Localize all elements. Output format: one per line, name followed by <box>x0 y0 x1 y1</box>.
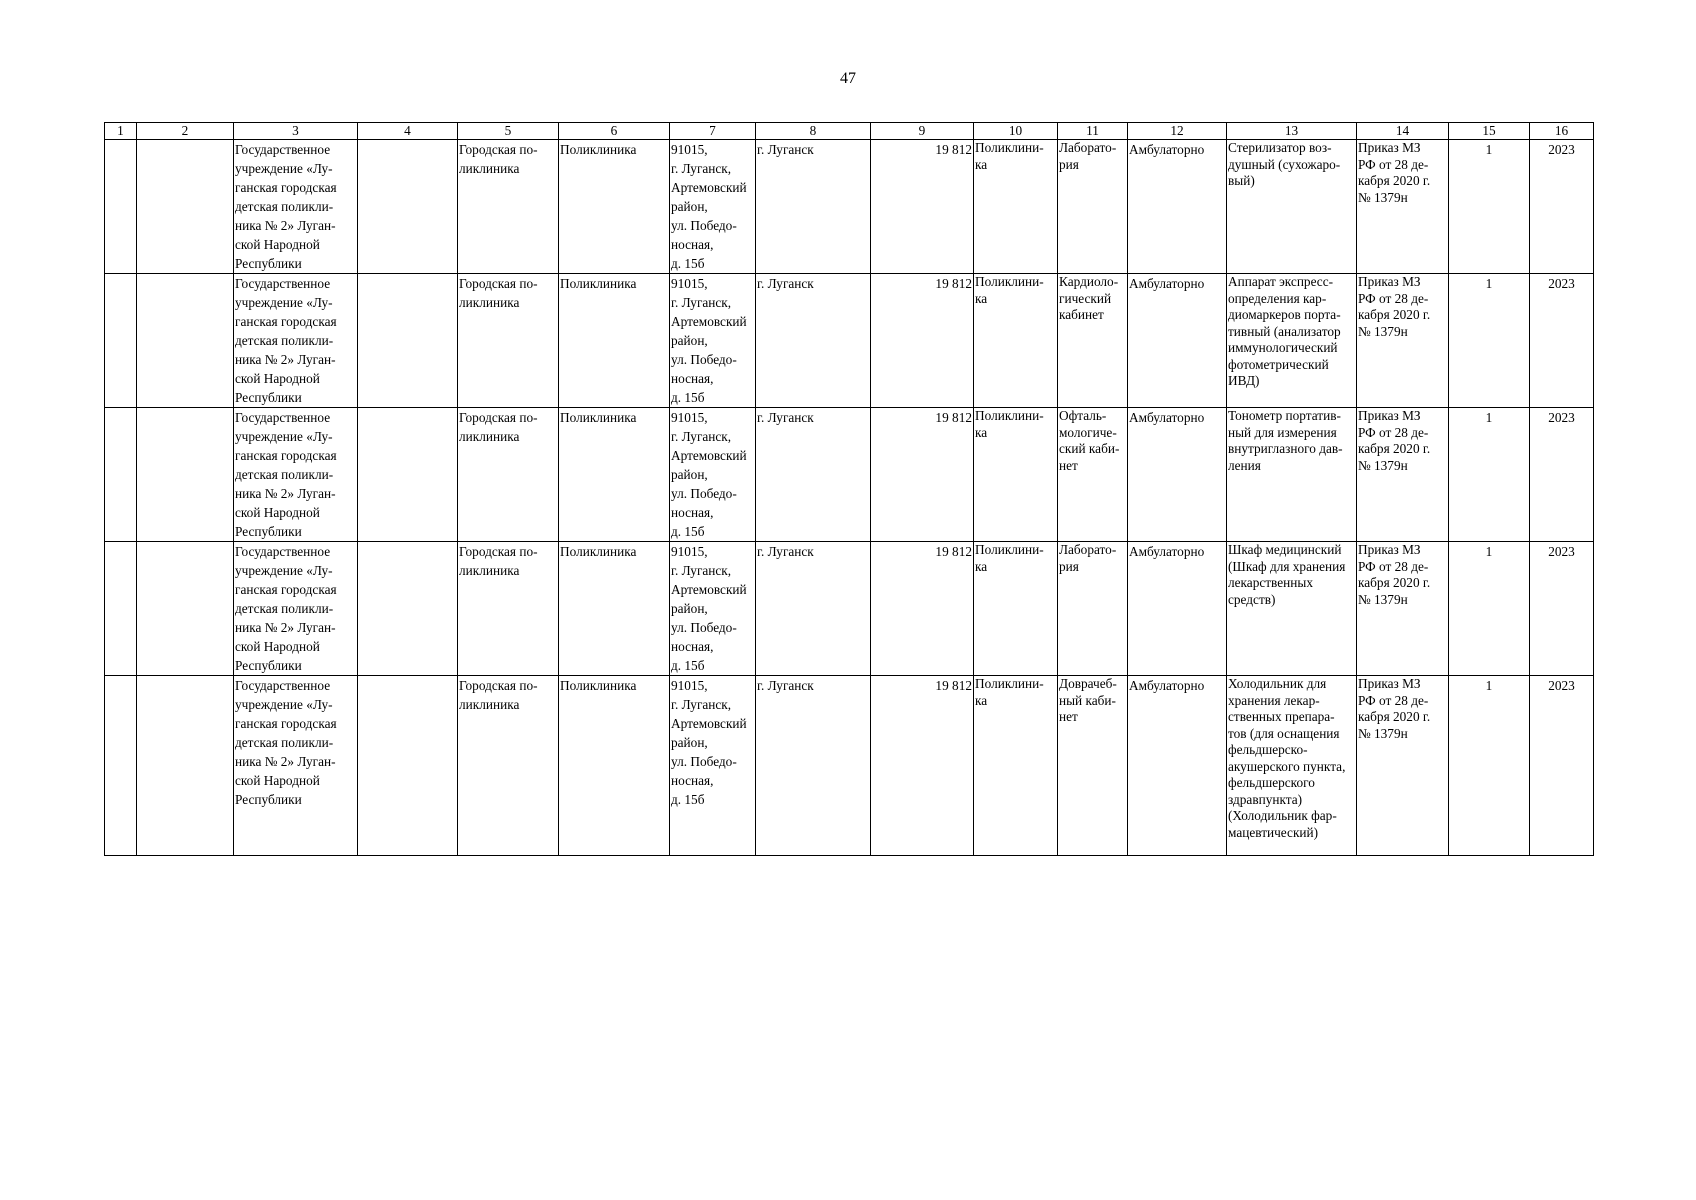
header-row <box>105 123 1594 140</box>
cell-col-5: Городская по- ликлиника <box>458 408 559 542</box>
column-header-15: 15 <box>1449 123 1530 140</box>
cell-col-9: 19 812 <box>871 408 974 542</box>
cell-col-9: 19 812 <box>871 676 974 856</box>
column-header-13: 13 <box>1227 123 1357 140</box>
cell-col-14: Приказ МЗ РФ от 28 де- кабря 2020 г. № 1379н <box>1357 542 1449 676</box>
column-header-6: 6 <box>559 123 670 140</box>
cell-col-13: Аппарат экспресс- определения кар- диомаркеров порта- тивный (анализатор иммунологический фотометрический ИВД) <box>1227 274 1357 408</box>
cell-col-11: Лаборато- рия <box>1058 542 1128 676</box>
column-header-2: 2 <box>137 123 234 140</box>
cell-col-11: Лаборато- рия <box>1058 140 1128 274</box>
cell-col-12: Амбулаторно <box>1128 408 1227 542</box>
cell-col-7: 91015, г. Луганск, Артемовский район, ул. Победо- носная, д. 15б <box>670 542 756 676</box>
cell-col-6: Поликлиника <box>559 274 670 408</box>
table-body <box>105 140 1594 856</box>
cell-col-9: 19 812 <box>871 140 974 274</box>
cell-col-3: Государственное учреждение «Лу- ганская городская детская поликли- ника № 2» Луган- ской Народной Республики <box>234 408 358 542</box>
cell-col-6: Поликлиника <box>559 542 670 676</box>
cell-col-10: Поликлини- ка <box>974 274 1058 408</box>
cell-col-7: 91015, г. Луганск, Артемовский район, ул. Победо- носная, д. 15б <box>670 274 756 408</box>
cell-col-10: Поликлини- ка <box>974 408 1058 542</box>
cell-col-8: г. Луганск <box>756 140 871 274</box>
cell-col-11: Доврачеб- ный каби- нет <box>1058 676 1128 856</box>
cell-col-8: г. Луганск <box>756 274 871 408</box>
cell-col-14: Приказ МЗ РФ от 28 де- кабря 2020 г. № 1379н <box>1357 140 1449 274</box>
cell-col-4 <box>358 408 458 542</box>
column-header-3: 3 <box>234 123 358 140</box>
cell-col-14: Приказ МЗ РФ от 28 де- кабря 2020 г. № 1379н <box>1357 676 1449 856</box>
cell-col-4 <box>358 676 458 856</box>
cell-col-13: Холодильник для хранения лекар- ственных препара- тов (для оснащения фельдшерско- акушерского пункта, фельдшерского здравпункта) (Холодильник фар- мацевтический) <box>1227 676 1357 856</box>
cell-col-6: Поликлиника <box>559 408 670 542</box>
cell-col-4 <box>358 140 458 274</box>
cell-col-14: Приказ МЗ РФ от 28 де- кабря 2020 г. № 1379н <box>1357 274 1449 408</box>
cell-col-12: Амбулаторно <box>1128 140 1227 274</box>
cell-col-15: 1 <box>1449 140 1530 274</box>
cell-col-8: г. Луганск <box>756 676 871 856</box>
cell-col-16: 2023 <box>1530 140 1594 274</box>
cell-col-13: Стерилизатор воз- душный (сухожаро- вый) <box>1227 140 1357 274</box>
cell-col-12: Амбулаторно <box>1128 676 1227 856</box>
column-header-11: 11 <box>1058 123 1128 140</box>
cell-col-13: Шкаф медицинский (Шкаф для хранения лекарственных средств) <box>1227 542 1357 676</box>
column-header-1: 1 <box>105 123 137 140</box>
cell-col-5: Городская по- ликлиника <box>458 274 559 408</box>
column-header-8: 8 <box>756 123 871 140</box>
page-number: 47 <box>840 70 856 87</box>
table-row <box>105 140 1594 274</box>
table-row <box>105 542 1594 676</box>
cell-col-3: Государственное учреждение «Лу- ганская городская детская поликли- ника № 2» Луган- ской Народной Республики <box>234 140 358 274</box>
cell-col-1 <box>105 542 137 676</box>
cell-col-9: 19 812 <box>871 542 974 676</box>
cell-col-16: 2023 <box>1530 542 1594 676</box>
cell-col-2 <box>137 274 234 408</box>
column-header-4: 4 <box>358 123 458 140</box>
column-header-14: 14 <box>1357 123 1449 140</box>
cell-col-11: Кардиоло- гический кабинет <box>1058 274 1128 408</box>
cell-col-16: 2023 <box>1530 676 1594 856</box>
cell-col-16: 2023 <box>1530 274 1594 408</box>
cell-col-5: Городская по- ликлиника <box>458 140 559 274</box>
cell-col-3: Государственное учреждение «Лу- ганская городская детская поликли- ника № 2» Луган- ской Народной Республики <box>234 274 358 408</box>
cell-col-2 <box>137 676 234 856</box>
cell-col-10: Поликлини- ка <box>974 676 1058 856</box>
table-row <box>105 408 1594 542</box>
cell-col-5: Городская по- ликлиника <box>458 676 559 856</box>
column-header-10: 10 <box>974 123 1058 140</box>
cell-col-15: 1 <box>1449 274 1530 408</box>
cell-col-3: Государственное учреждение «Лу- ганская городская детская поликли- ника № 2» Луган- ской Народной Республики <box>234 542 358 676</box>
cell-col-11: Офталь- мологиче- ский каби- нет <box>1058 408 1128 542</box>
cell-col-6: Поликлиника <box>559 140 670 274</box>
cell-col-1 <box>105 140 137 274</box>
cell-col-8: г. Луганск <box>756 408 871 542</box>
cell-col-1 <box>105 274 137 408</box>
cell-col-1 <box>105 408 137 542</box>
cell-col-4 <box>358 274 458 408</box>
column-header-12: 12 <box>1128 123 1227 140</box>
cell-col-13: Тонометр портатив- ный для измерения внутриглазного дав- ления <box>1227 408 1357 542</box>
cell-col-15: 1 <box>1449 542 1530 676</box>
cell-col-8: г. Луганск <box>756 542 871 676</box>
cell-col-10: Поликлини- ка <box>974 140 1058 274</box>
cell-col-7: 91015, г. Луганск, Артемовский район, ул. Победо- носная, д. 15б <box>670 140 756 274</box>
cell-col-12: Амбулаторно <box>1128 542 1227 676</box>
cell-col-14: Приказ МЗ РФ от 28 де- кабря 2020 г. № 1379н <box>1357 408 1449 542</box>
cell-col-2 <box>137 140 234 274</box>
cell-col-7: 91015, г. Луганск, Артемовский район, ул. Победо- носная, д. 15б <box>670 408 756 542</box>
column-header-5: 5 <box>458 123 559 140</box>
cell-col-7: 91015, г. Луганск, Артемовский район, ул. Победо- носная, д. 15б <box>670 676 756 856</box>
table-row <box>105 274 1594 408</box>
column-header-7: 7 <box>670 123 756 140</box>
cell-col-6: Поликлиника <box>559 676 670 856</box>
table-row <box>105 676 1594 856</box>
column-header-9: 9 <box>871 123 974 140</box>
cell-col-1 <box>105 676 137 856</box>
cell-col-12: Амбулаторно <box>1128 274 1227 408</box>
cell-col-15: 1 <box>1449 676 1530 856</box>
cell-col-2 <box>137 408 234 542</box>
cell-col-2 <box>137 542 234 676</box>
cell-col-16: 2023 <box>1530 408 1594 542</box>
cell-col-5: Городская по- ликлиника <box>458 542 559 676</box>
cell-col-3: Государственное учреждение «Лу- ганская городская детская поликли- ника № 2» Луган- ской Народной Республики <box>234 676 358 856</box>
column-header-16: 16 <box>1530 123 1594 140</box>
cell-col-10: Поликлини- ка <box>974 542 1058 676</box>
equipment-table <box>104 122 1594 856</box>
cell-col-15: 1 <box>1449 408 1530 542</box>
cell-col-9: 19 812 <box>871 274 974 408</box>
cell-col-4 <box>358 542 458 676</box>
